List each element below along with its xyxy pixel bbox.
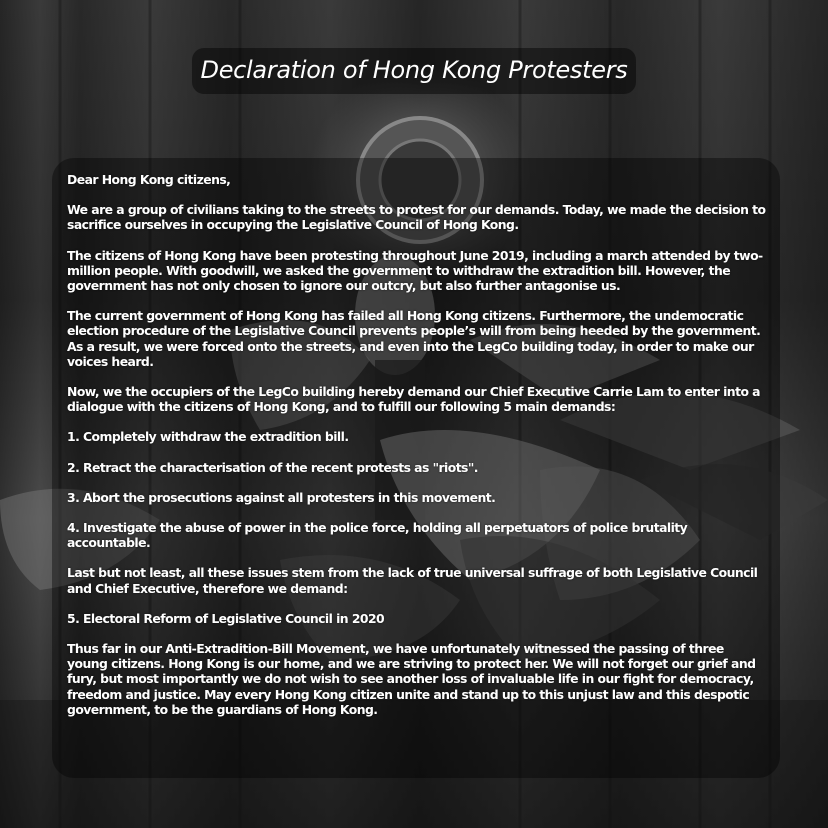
paragraph-suffrage: Last but not least, all these issues stem from the lack of true universal suffrage of both Legislative Council and Chief Executive, therefore we demand: [67, 565, 758, 596]
paragraph-closing: Thus far in our Anti-Extradition-Bill Movement, we have unfortunately witnessed the passing of three young citizens. Hong Kong is our home, and we are striving to protect her. We will not forget our grief and fury, but most importantly we do not wish to see another loss of invaluable life in our fight for democracy, freedom and justice. May every Hong Kong citizen unite and stand up to this unjust law and this despotic government, to be the guardians of Hong Kong. [67, 641, 756, 717]
demand-3: 3. Abort the prosecutions against all protesters in this movement. [67, 489, 496, 505]
demand-1: 1. Completely withdraw the extradition bill. [67, 429, 349, 445]
paragraph-intro: We are a group of civilians taking to the streets to protest for our demands. Today, we made the decision to sacrifice ourselves in occupying the Legislative Council of Hong Kong. [67, 202, 766, 233]
salutation: Dear Hong Kong citizens, [67, 172, 231, 187]
declaration-body [67, 172, 767, 732]
paragraph-government-failure: The current government of Hong Kong has failed all Hong Kong citizens. Furthermore, the undemocratic election procedure of the Legislative Council prevents people’s will from being heeded by the government. As a result, we were forced onto the streets, and even into the LegCo building today, in order to make our voices heard. [67, 308, 761, 369]
paragraph-june-protests: The citizens of Hong Kong have been protesting throughout June 2019, including a march attended by two-million people. With goodwill, we asked the government to withdraw the extradition bill. However, the government has not only chosen to ignore our outcry, but also further antagonise us. [67, 247, 763, 294]
demand-5: 5. Electoral Reform of Legislative Council in 2020 [67, 610, 385, 626]
demand-2: 2. Retract the characterisation of the recent protests as "riots". [67, 459, 478, 475]
page-title: Declaration of Hong Kong Protesters [200, 56, 628, 84]
paragraph-demands-intro: Now, we the occupiers of the LegCo building hereby demand our Chief Executive Carrie Lam to enter into a dialogue with the citizens of Hong Kong, and to fulfill our following 5 main demands: [67, 384, 760, 415]
demand-4: 4. Investigate the abuse of power in the police force, holding all perpetuators of police brutality accountable. [67, 520, 688, 551]
